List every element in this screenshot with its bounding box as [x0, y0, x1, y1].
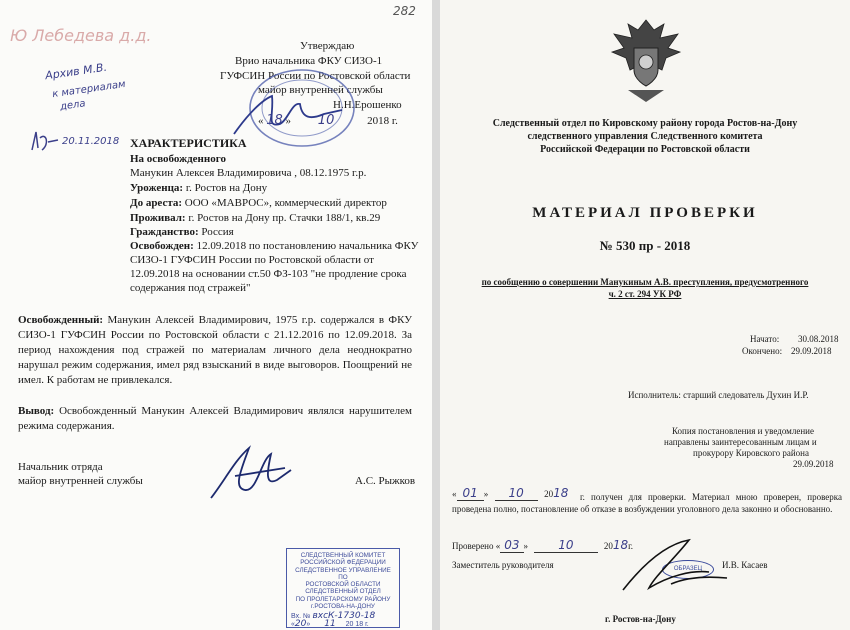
approver-name: Н.Н.Ерошенко [333, 99, 402, 111]
case-cover-page [440, 0, 850, 630]
body-paragraph: Освобожденный: Манукин Алексей Владимирович, 1975 г.р. содержался в ФКУ СИЗО-1 ГУФСИН России по Ростовской области с 21.12.2016 по 12.09.2018. За период нахождения под стражей по материалам личного дела неоднократно нарушал режим содержания, имел ряд взысканий в виде выговоров. Поощрений не имел. К работам не привлекался. [18, 314, 412, 386]
margin-note-case: дела [59, 98, 87, 113]
deputy-signature [615, 532, 735, 602]
approve-line-1: Врио начальника ФКУ СИЗО-1 [235, 55, 383, 67]
margin-date: 20.11.2018 [62, 136, 120, 147]
city-line: г. Ростов-на-Дону [605, 614, 676, 624]
received-date: « 01 » 10 2018 [452, 486, 569, 500]
signer-line-2: майор внутренней службы [18, 475, 143, 487]
field-before-arrest: До ареста: ООО «МАВРОС», коммерческий директор [130, 197, 387, 209]
subheading: На освобожденного [130, 153, 226, 165]
start-label: Начато: [750, 334, 780, 344]
checked-date: Проверено « 03 » 10 2018г. [452, 538, 634, 552]
copies-line-3: прокурору Кировского района [693, 448, 809, 458]
document-title: МАТЕРИАЛ ПРОВЕРКИ [532, 205, 758, 221]
org-line-3: Российской Федерации по Ростовской области [540, 144, 750, 155]
facsimile-stamp: ОБРАЗЕЦ [662, 560, 714, 579]
case-number: № 530 пр - 2018 [599, 238, 691, 253]
field-citizenship: Гражданство: Россия [130, 226, 234, 238]
release-cont-1: СИЗО-1 ГУФСИН России по Ростовской области от [130, 254, 374, 266]
org-line-1: Следственный отдел по Кировскому району города Ростов-на-Дону [492, 118, 798, 129]
deputy-label: Заместитель руководителя [452, 560, 554, 570]
signer-line-1: Начальник отряда [18, 461, 103, 473]
margin-note-top: Ю Лебедева д.д. [10, 26, 152, 45]
incoming-stamp: СЛЕДСТВЕННЫЙ КОМИТЕТ РОССИЙСКОЙ ФЕДЕРАЦИИ СЛЕДСТВЕННОЕ УПРАВЛЕНИЕ ПО РОСТОВСКОЙ ОБЛАСТИ СЛЕДСТВЕННЫЙ ОТДЕЛ ПО ПРОЛЕТАРСКОМУ РАЙОНУ г.РОСТОВА-НА-ДОНУ Вх. № вxсК-1730-18 «20» 11 20 18 г. [286, 548, 400, 628]
org-line-2: следственного управления Следственного комитета [527, 131, 763, 142]
signer-name: А.С. Рыжков [355, 475, 416, 487]
release-cont-3: содержания под стражей" [130, 282, 251, 294]
heading: ХАРАКТЕРИСТИКА [130, 136, 247, 150]
approver-signature [228, 84, 348, 144]
approve-line-2: ГУФСИН России по Ростовской области [220, 70, 411, 82]
subject-line-2: ч. 2 ст. 294 УК РФ [608, 289, 682, 299]
approve-line-3: майор внутренней службы [258, 84, 383, 96]
start-date: 30.08.2018 [798, 334, 839, 344]
executor-line: Исполнитель: старший следователь Духин И.Р. [628, 390, 809, 400]
person-line: Манукин Алексея Владимировича , 08.12.1975 г.р. [130, 167, 367, 179]
copies-line-1: Копия постановления и уведомление [672, 426, 814, 436]
margin-note-materials: к материалам [51, 78, 127, 101]
deputy-name: И.В. Касаев [722, 560, 768, 570]
subject-line-1: по сообщению о совершении Манукиным А.В. преступления, предусмотренного [481, 277, 809, 287]
approve-title: Утверждаю [300, 40, 355, 52]
release-cont-2: 12.09.2018 на основании ст.50 ФЗ-103 "не продление срока [130, 268, 407, 280]
conclusion-paragraph: Вывод: Освобожденный Манукин Алексей Владимирович являлся нарушителем режима содержания. [18, 405, 412, 432]
field-birthplace: Уроженца: г. Ростов на Дону [130, 182, 268, 194]
copies-date: 29.09.2018 [793, 459, 834, 469]
signer-signature [205, 440, 295, 510]
end-date: 29.09.2018 [791, 346, 832, 356]
eagle-emblem-icon [608, 16, 684, 106]
approve-date: « 18 » 10 2018 г. [258, 113, 398, 128]
field-residence: Проживал: г. Ростов на Дону пр. Стачки 188/1, кв.29 [130, 212, 381, 224]
field-released: Освобожден: 12.09.2018 по постановлению начальника ФКУ [130, 240, 419, 252]
received-text: г. получен для проверки. Материал мною проверен, проверка проведена полно, постановление об отказе в возбуждении уголовного дела законно и обоснованно. [452, 492, 842, 514]
page-number: 282 [393, 4, 416, 18]
margin-initial-signature [28, 128, 62, 154]
copies-line-2: направлены заинтересованным лицам и [664, 437, 817, 447]
end-label: Окончено: [742, 346, 783, 356]
margin-note-archive: Архив М.В. [44, 60, 108, 83]
